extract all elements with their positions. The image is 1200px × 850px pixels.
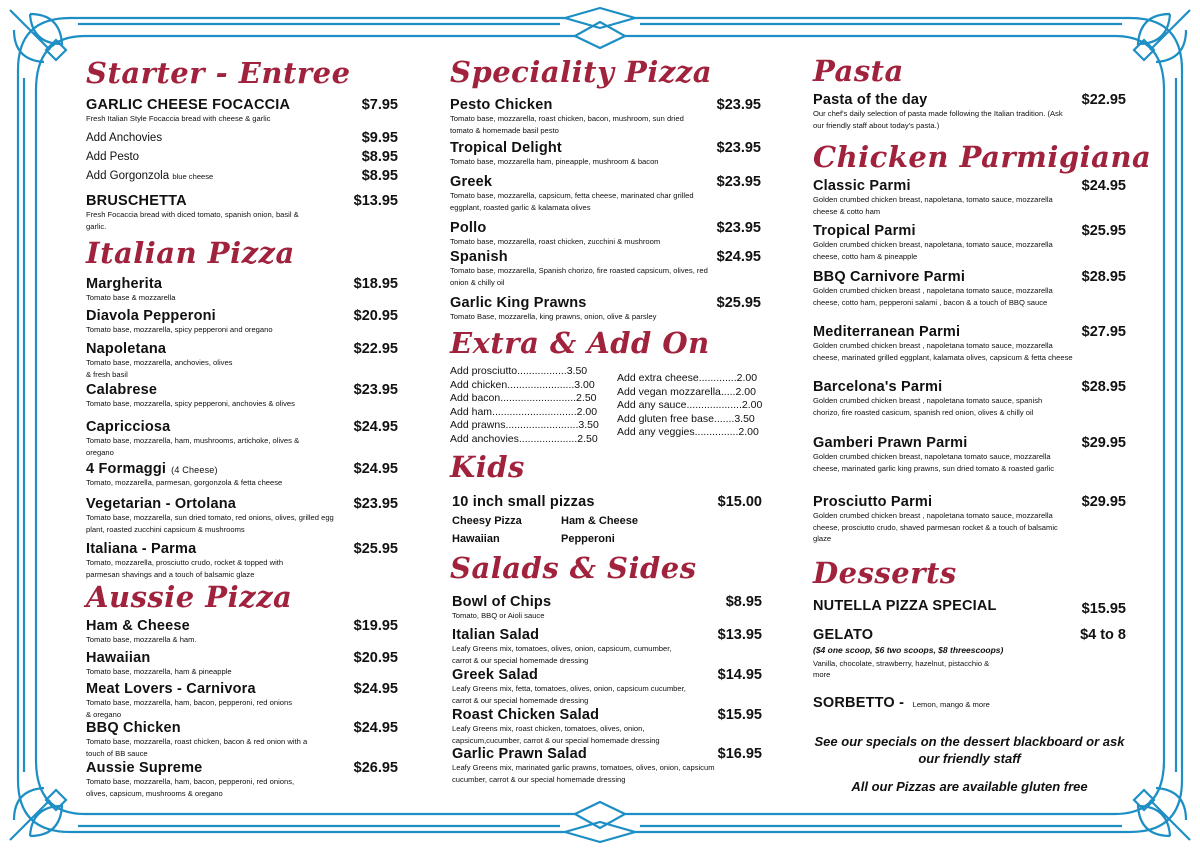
item-name: SORBETTO - [813,695,905,711]
item-price: $16.95 [717,746,762,762]
menu-item [86,341,398,380]
item-desc: Golden crumbed chicken breast, napoletana, tomato sauce, mozzarella cheese & cotto ham [813,195,1053,216]
item-desc: Tomato base, mozzarella, capsicum, fetta cheese, marinated char grilled eggplant, roasted garlic & kalamata olives [450,191,694,212]
item-name-text: Ham & Cheese [86,618,190,634]
item-name [86,720,398,736]
item-name-text: Garlic King Prawns [450,295,587,311]
item-price: $22.95 [353,341,398,357]
menu-item [86,419,398,458]
kids-option: Ham & Cheese [561,515,639,527]
extra-item: Add anchovies....................2.50 [450,432,598,445]
item-price: $24.95 [353,461,398,477]
menu-item [452,627,762,666]
item-price: $25.95 [353,541,398,557]
item-name [86,650,398,666]
menu-item [86,541,398,580]
dessert-item [813,598,1126,617]
item-price: $14.95 [717,667,762,683]
item-name-text: Spanish [450,249,508,265]
item-name [813,494,1126,510]
item-name-text: BBQ Carnivore Parmi [813,269,966,285]
menu-item [86,618,398,646]
desserts-heading: Desserts [813,556,957,590]
item-name [86,419,398,435]
item-price: $15.95 [1081,601,1126,617]
chicken-heading: Chicken Parmigiana [813,140,1152,174]
menu-item [813,494,1126,545]
item-desc: Golden crumbed chicken breast , napoletana tomato sauce, mozzarella cheese, cotto ham, pepperoni salami , bacon & a touch of BBQ sauce [813,286,1053,307]
item-name-text: Vegetarian - Ortolana [86,496,237,512]
extra-item: Add any sauce...................2.00 [617,399,763,411]
item-name-text: Calabrese [86,382,158,398]
item-name-text: Garlic Prawn Salad [452,746,587,762]
extras-heading: Extra & Add On [450,326,710,360]
addon-price: $8.95 [361,168,398,184]
item-desc: Tomato, BBQ or Aioli sauce [452,611,545,620]
item-name-text: Capricciosa [86,419,171,435]
extra-item: Add prawns.........................3.50 [450,419,599,431]
item-name [813,223,1126,239]
item-desc: Golden crumbed chicken breast, napoletana, tomato sauce, mozzarella cheese, cotto ham & pineapple [813,240,1053,261]
item-name [450,249,761,265]
menu-item [813,178,1126,217]
item-desc: Tomato base, mozzarella, ham, bacon, pepperoni, red onions & oregano [86,698,292,719]
menu-item [813,223,1126,262]
item-name [450,97,761,113]
corner-ornament-icon [0,0,1,1]
item-name [452,627,762,643]
addon-name-text: Add Gorgonzola [86,170,170,182]
menu-item [86,720,398,759]
item-desc: Golden crumbed chicken breast , napoletana tomato sauce, spanish chorizo, fire roasted casicum, spanish red onion, olives & chilly oil [813,396,1043,417]
dessert-item [813,694,1126,712]
item-price: $23.95 [716,220,761,236]
item-name: GARLIC CHEESE FOCACCIA [86,97,291,113]
item-desc: Tomato base, mozzarella, sun dried tomato, red onions, olives, grilled egg plant, roasted zucchini capsicum & mushrooms [86,513,334,534]
item-price: $13.95 [353,193,398,209]
kids-option: Hawaiian [452,533,500,545]
menu-item [86,496,398,535]
menu-item [452,667,762,706]
item-desc: Tomato base, mozzarella, ham, mushrooms, artichoke, olives & oregano [86,436,300,457]
item-desc: Tomato, mozzarella, prosciutto crudo, rocket & topped with parmesan shavings and a touch of balsamic glaze [86,558,284,579]
item-price: $27.95 [1081,324,1126,340]
kids-heading: Kids [450,450,525,484]
item-price: $26.95 [353,760,398,776]
item-price: $24.95 [353,419,398,435]
item-desc: Fresh Italian Style Focaccia bread with cheese & garlic [86,114,271,123]
extra-item: Add any veggies...............2.00 [617,426,759,438]
item-price: $25.95 [716,295,761,311]
item-name: NUTELLA PIZZA SPECIAL [813,598,997,614]
item-price: $13.95 [717,627,762,643]
item-price: $20.95 [353,650,398,666]
item-name-text: Hawaiian [86,650,151,666]
item-desc: Leafy Greens mix, roast chicken, tomatoes, olives, onion, capsicum,cucumber, carrot & our special homemade dressing [452,724,660,745]
item-name [86,760,398,776]
item-name-text: Tropical Delight [450,140,562,156]
item-price: $29.95 [1081,494,1126,510]
item-price: $25.95 [1081,223,1126,239]
item-name-text: Classic Parmi [813,178,911,194]
item-name [452,746,762,762]
item-name [452,667,762,683]
item-desc: Leafy Greens mix, fetta, tomatoes, olives, onion, capsicum cucumber, carrot & our special homemade dressing [452,684,686,705]
item-name: GELATO [813,627,874,643]
menu-item [86,382,398,410]
gelato-flavours: Vanilla, chocolate, strawberry, hazelnut, pistacchio & more [813,658,990,680]
item-name-text: 4 Formaggi [86,461,167,477]
item-desc: Golden crumbed chicken breast , napoletana tomato sauce, mozzarella cheese, marinated grilled eggplant, kalamata olives, capsicum & fetta cheese [813,341,1073,362]
item-price: $20.95 [353,308,398,324]
item-price: $23.95 [353,496,398,512]
specials-note-text: See our specials on the dessert blackboard or ask our friendly staff [814,734,1125,766]
menu-item [813,324,1126,363]
menu-item [86,650,398,678]
item-name [450,174,761,190]
item-desc: Golden crumbed chicken breast , napoletana tomato sauce, mozzarella cheese, prosciutto crudo, shaved parmesan rocket & a touch of balsamic glaze [813,511,1058,544]
pasta-heading: Pasta [813,54,904,88]
item-price: $24.95 [1081,178,1126,194]
item-price: $23.95 [716,174,761,190]
menu-item [86,308,398,336]
item-price: $28.95 [1081,269,1126,285]
item-name [86,618,398,634]
kids-option: Pepperoni [561,533,615,545]
item-price: $18.95 [353,276,398,292]
item-name-text: Napoletana [86,341,167,357]
extra-item: Add bacon..........................2.50 [450,392,597,404]
item-name-text: Diavola Pepperoni [86,308,216,324]
item-name-text: Margherita [86,276,163,292]
item-name-text: Italian Salad [452,627,540,643]
menu-item [86,760,398,799]
item-desc: Fresh Focaccia bread with diced tomato, spanish onion, basil & garlic. [86,210,299,231]
item-desc: Tomato, mozzarella, parmesan, gorgonzola & fetta cheese [86,478,283,487]
item-name-text: Gamberi Prawn Parmi [813,435,968,451]
extra-item: Add vegan mozzarella.....2.00 [617,385,756,398]
starter-heading: Starter - Entree [86,56,351,90]
item-name [450,220,761,236]
menu-item [86,276,398,304]
extra-item: Add ham.............................2.00 [450,405,598,418]
kids-option: Cheesy Pizza [452,515,522,527]
item-name [452,594,762,610]
item-note: Lemon, mango & more [912,700,990,709]
menu-item [86,461,398,489]
item-desc: Tomato base, mozzarella, roast chicken, zucchini & mushroom [450,237,661,246]
speciality-heading: Speciality Pizza [450,55,713,89]
item-desc: Tomato base, mozzarella, anchovies, olives & fresh basil [86,358,233,379]
item-name-text: Pollo [450,220,487,236]
aussie-heading: Aussie Pizza [86,580,293,614]
specials-note [813,733,1126,767]
item-name [452,707,762,723]
item-name-text: Greek Salad [452,667,539,683]
item-desc: Tomato Base, mozzarella, king prawns, onion, olive & parsley [450,312,657,321]
menu-item [450,174,761,213]
item-name [86,461,398,477]
item-name-text: Aussie Supreme [86,760,203,776]
item-desc: Tomato base, mozzarella, spicy pepperoni and oregano [86,325,273,334]
item-desc: Leafy Greens mix, marinated garlic prawns, tomatoes, olives, onion, capsicum cucumber, carrot & our special homemade dressing [452,763,715,784]
item-price: $4 to 8 [1080,627,1126,643]
item-name [813,269,1126,285]
addon-name [86,170,213,182]
item-price: $8.95 [725,594,762,610]
extra-item: Add chicken.......................3.00 [450,378,595,391]
item-price: $22.95 [1081,92,1126,108]
item-price: $24.95 [353,681,398,697]
item-desc: Tomato base, mozzarella, roast chicken, bacon, mushroom, sun dried tomato & homemade basil pesto [450,114,684,135]
item-name: Pasta of the day [813,92,928,108]
item-name [86,341,398,357]
item-price: $23.95 [716,140,761,156]
item-price: $7.95 [361,97,398,113]
item-name-text: Prosciutto Parmi [813,494,933,510]
menu-item [450,295,761,323]
item-name-text: Roast Chicken Salad [452,707,600,723]
italian-heading: Italian Pizza [86,236,295,270]
menu-item [450,249,761,288]
menu-item [450,220,761,248]
menu-item [86,681,398,720]
item-desc: Tomato base, mozzarella, Spanish chorizo, fire roasted capsicum, olives, red onion & chilly oil [450,266,708,287]
item-desc: Tomato base, mozzarella, ham & pineapple [86,667,232,676]
item-name-text: Meat Lovers - Carnivora [86,681,256,697]
item-desc: Golden crumbed chicken breast, napoletana tomato sauce, mozzarella cheese, marinated garlic king prawns, sun dried tomato & roasted garlic [813,452,1055,473]
addon-name: Add Pesto [86,151,140,163]
item-name [86,382,398,398]
item-name [86,496,398,512]
item-name [86,541,398,557]
menu-item [452,594,762,622]
addon-name: Add Anchovies [86,132,163,144]
menu-item [813,379,1126,418]
item-price: $15.00 [717,494,762,510]
item-name-text: Pesto Chicken [450,97,553,113]
item-name-text: Mediterranean Parmi [813,324,961,340]
item-desc: Tomato base, mozzarella, ham, bacon, pepperoni, red onions, olives, capsicum, mushrooms & oregano [86,777,295,798]
salads-heading: Salads & Sides [450,551,697,585]
menu-item [452,746,762,785]
extra-item: Add gluten free base.......3.50 [617,412,755,425]
item-desc: Tomato base & mozzarella [86,293,176,302]
item-name [450,140,761,156]
menu-item [813,269,1126,308]
extra-item: Add extra cheese.............2.00 [617,372,758,384]
item-price: $24.95 [716,249,761,265]
gelato-detail: ($4 one scoop, $6 two scoops, $8 threescoops) [813,645,1004,655]
item-desc: Our chef's daily selection of pasta made following the Italian tradition. (Ask our friendly staff about today's pasta.) [813,109,1063,130]
item-price: $24.95 [353,720,398,736]
item-desc: Tomato base, mozzarella & ham. [86,635,197,644]
item-name-text: Barcelona's Parmi [813,379,943,395]
item-name-text: Tropical Parmi [813,223,916,239]
item-desc: Tomato base, mozzarella, spicy pepperoni, anchovies & olives [86,399,295,408]
item-note: (4 Cheese) [171,465,218,475]
item-name-text: Bowl of Chips [452,594,552,610]
item-name [813,178,1126,194]
dessert-item [813,627,1126,681]
item-desc: Tomato base, mozzarella, roast chicken, bacon & red onion with a touch of BB sauce [86,737,308,758]
item-desc: Tomato base, mozzarella ham, pineapple, mushroom & bacon [450,157,659,166]
item-price: $28.95 [1081,379,1126,395]
item-name [813,435,1126,451]
addon-note: blue cheese [172,172,214,181]
item-name-text: BBQ Chicken [86,720,181,736]
menu-item [813,435,1126,474]
menu-item [86,193,398,232]
extra-item: Add prosciutto.................3.50 [450,365,588,377]
item-price: $15.95 [717,707,762,723]
item-price: $19.95 [353,618,398,634]
item-name [86,308,398,324]
item-name: 10 inch small pizzas [452,494,595,510]
item-name [450,295,761,311]
item-desc: Leafy Greens mix, tomatoes, olives, onion, capsicum, cumumber, carrot & our special homemade dressing [452,644,672,665]
item-name [86,276,398,292]
item-name: BRUSCHETTA [86,193,187,209]
menu-item [452,707,762,746]
addon-price: $9.95 [361,130,398,146]
item-price: $23.95 [716,97,761,113]
menu-item [813,92,1126,131]
addon-price: $8.95 [361,149,398,165]
kids-item [452,494,762,510]
item-name [813,324,1126,340]
item-name [813,379,1126,395]
item-name-text: Italiana - Parma [86,541,197,557]
menu-item [86,97,398,125]
menu-item [450,140,761,168]
item-name [86,681,398,697]
gluten-note: All our Pizzas are available gluten free [851,779,1088,794]
item-name-text: Greek [450,174,493,190]
item-price: $23.95 [353,382,398,398]
menu-item [450,97,761,136]
item-price: $29.95 [1081,435,1126,451]
